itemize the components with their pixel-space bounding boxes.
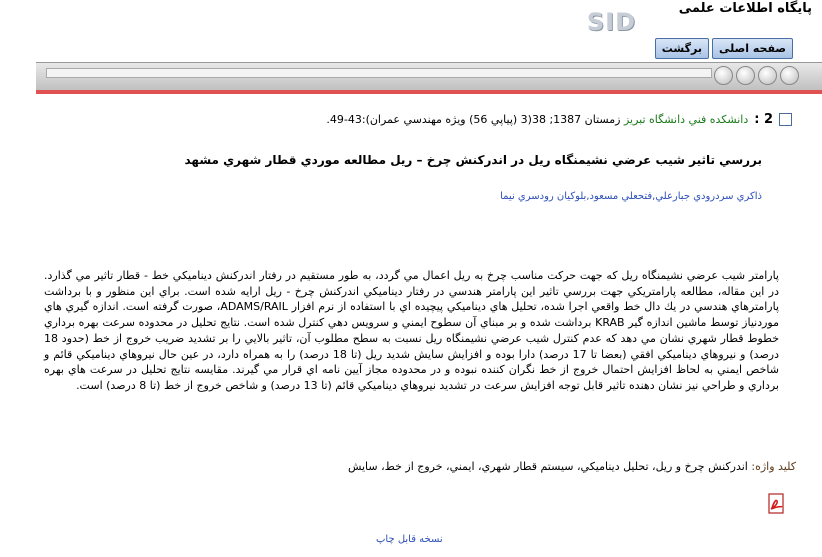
dot-icon <box>780 66 799 85</box>
nav-bar <box>655 38 793 59</box>
pdf-icon[interactable] <box>766 493 788 515</box>
home-button[interactable]: صفحه اصلی <box>712 38 793 59</box>
site-title: پایگاه اطلاعات علمی <box>678 1 812 16</box>
authors[interactable]: ذاكري سردرودي جبارعلي,فتحعلي مسعود,بلوكيان رودسري نيما <box>500 191 762 202</box>
keywords-text: اندركنش چرخ و ريل، تحليل ديناميكي، سيستم قطار شهري، ايمني، خروج از خط، سايش <box>347 460 748 473</box>
keywords-label: كليد واژه: <box>751 460 796 473</box>
dot-icon <box>736 66 755 85</box>
dot-icon <box>714 66 733 85</box>
window-dots <box>714 66 799 85</box>
print-link[interactable]: نسخه قابل چاپ <box>376 534 443 545</box>
toolbar-track <box>46 68 712 78</box>
dot-icon <box>758 66 777 85</box>
accent-line <box>36 90 822 94</box>
record-source <box>326 113 748 126</box>
source-details: زمستان 1387; 38(3 (پياپي 56) ويژه مهندسي عمران):43-49. <box>326 113 621 126</box>
publisher[interactable]: دانشکده فني دانشگاه تبريز <box>623 113 749 126</box>
back-button[interactable]: برگشت <box>655 38 709 59</box>
header <box>0 0 822 36</box>
abstract: پارامتر شيب عرضي نشيمنگاه ريل كه جهت حركت مناسب چرخ به ريل اعمال مي گردد، به طور مستقيم در رفتار اندركنش ديناميكي خط - قطار تاثير مي گذارد. در اين مقاله، مطالعه پارامتريكي جهت بررسي تاثير اين پارامتر هندسي در رفتار ديناميكي اندركنش چرخ - ريل ارايه شده است. براي اين منظور و با برداشت پارامترهاي هندسي در يك دال خط واقعي اجرا شده، تحليل هاي ديناميكي پيچيده اي با استفاده از نرم افزار ADAMS/RAIL، صورت گرفته است. اندازه گيري هاي موردنياز توسط ماشين اندازه گير KRAB برداشت شده و بر مبناي آن سطوح ايمني و سرويس دهي كنترل شده است. نتايج تحليل در محدوده سرعت بهره برداري خطوط قطار شهري نشان مي دهد كه عدم كنترل شيب عرضي نشيمنگاه ريل نسبت به سطح مطلوب آن، تاثير بالايي را بر تشديد ضريب خروج از خط (حدود 18 درصد) و نيروهاي ديناميكي افقي (بعضا تا 17 درصد) دارا بوده و افزايش سايش شديد ريل (تا 18 درصد) را به همراه دارد، در عين حال نيروهاي ديناميكي قائم و شاخص ايمني به لحاظ افزايش احتمال خروج از خط نگران كننده نبوده و در محدوده مجاز آيين نامه اي قرار مي گيرند. مقايسه نتايج تحليل در سرعت هاي بهره برداري و طراحي نيز نشان دهنده تاثير قابل توجه افزايش سرعت در تشديد نيروهاي ديناميكي قائم (تا 13 درصد) و شاخص خروج از خط (تا 8 درصد) است. <box>44 269 780 392</box>
sid-logo[interactable]: SID <box>586 8 636 36</box>
record-row <box>34 112 794 127</box>
keywords <box>56 460 796 473</box>
select-checkbox[interactable] <box>779 113 792 126</box>
record-number: 2 : <box>754 112 773 127</box>
article-title: بررسي تاثير شيب عرضي نشيمنگاه ريل در اندركنش چرخ – ريل مطالعه موردي قطار شهري مشهد <box>184 153 762 167</box>
